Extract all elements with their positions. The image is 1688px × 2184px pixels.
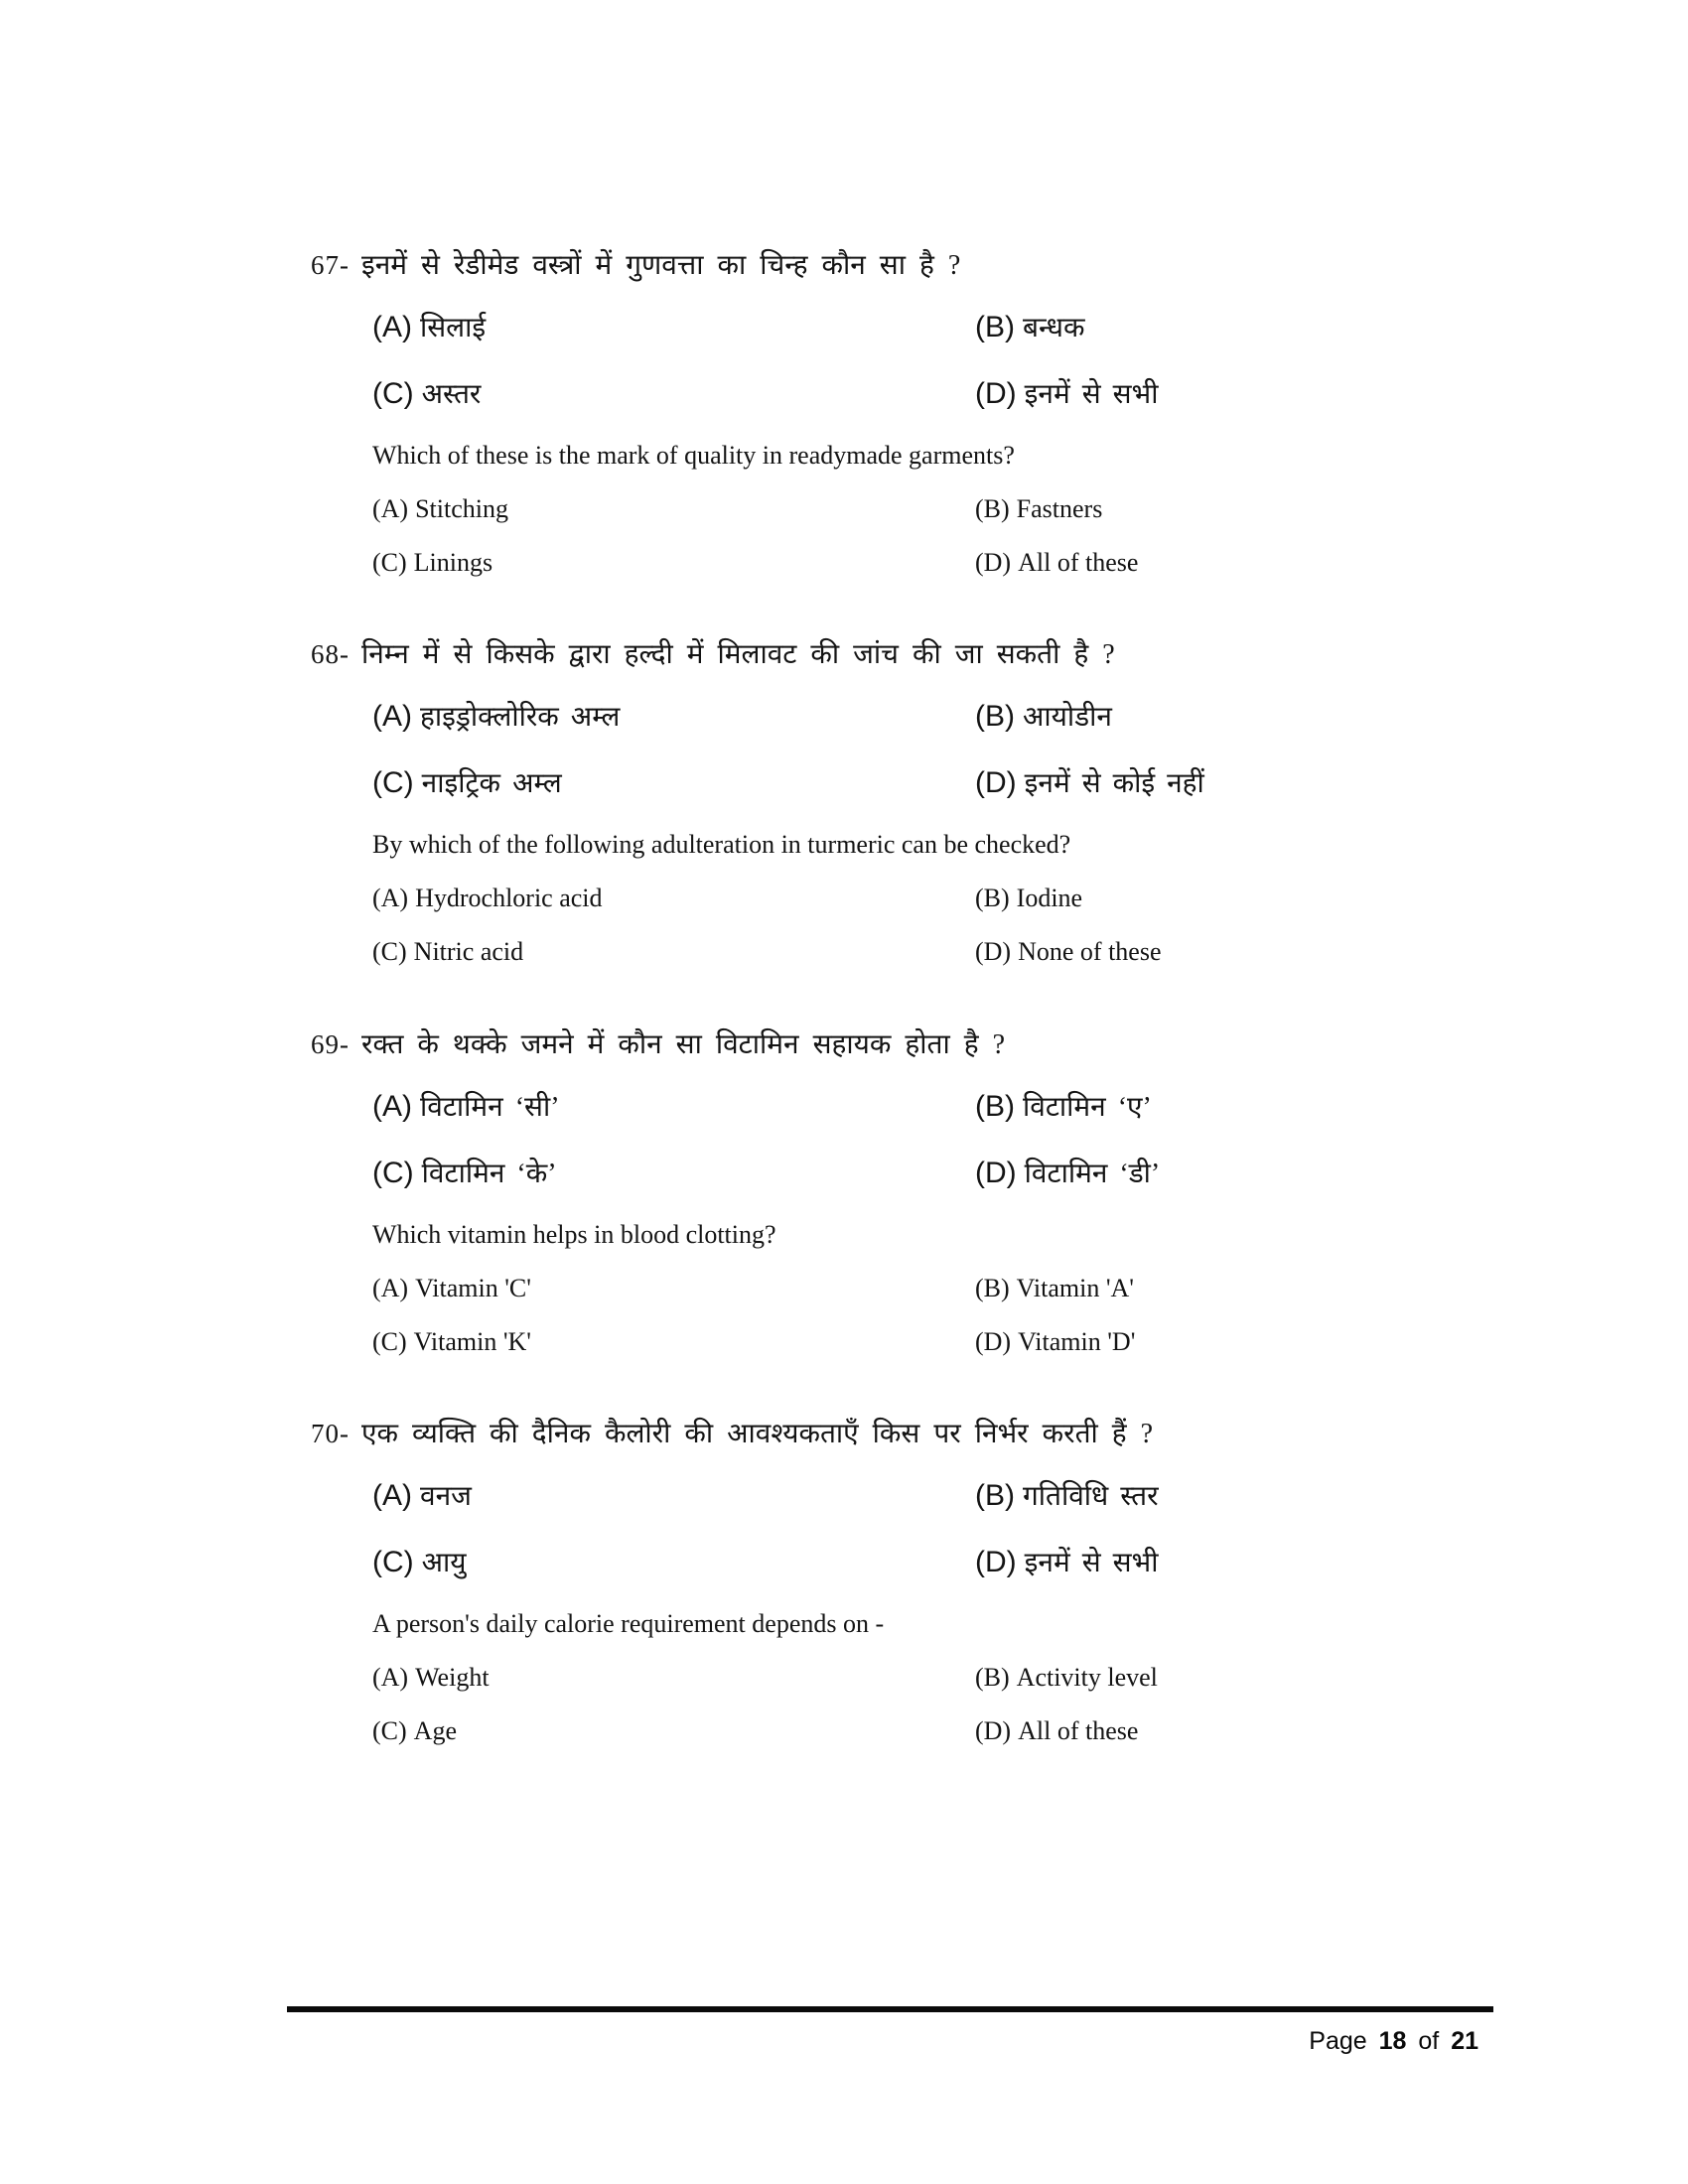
option-text: Vitamin 'C' <box>415 1274 531 1302</box>
option-text: इनमें से कोई नहीं <box>1024 768 1204 799</box>
options-english <box>372 492 1688 580</box>
option-label: (C) <box>372 1157 414 1189</box>
option-text: Hydrochloric acid <box>415 884 603 912</box>
option-text: इनमें से सभी <box>1024 379 1159 410</box>
option-a-english <box>372 1272 975 1305</box>
question-line-hindi <box>311 632 1688 677</box>
option-text: Nitric acid <box>413 937 524 966</box>
option-label: (A) <box>372 1479 412 1512</box>
question-text-hindi: एक व्यक्ति की दैनिक कैलोरी की आवश्यकताएँ किस पर निर्भर करती हैं ? <box>361 1419 1154 1449</box>
option-text: अस्तर <box>421 379 482 410</box>
option-d-english <box>975 1714 1688 1748</box>
question-text-english: By which of the following adulteration in turmeric can be checked? <box>372 830 1071 859</box>
option-a-english <box>372 1661 975 1695</box>
option-text: Age <box>413 1716 457 1745</box>
option-label: (D) <box>975 766 1017 799</box>
option-label: (D) <box>975 1546 1017 1578</box>
footer-of-label: of <box>1418 2027 1440 2055</box>
footer-page-label: Page <box>1309 2027 1367 2055</box>
option-label: (D) <box>975 377 1017 410</box>
options-hindi <box>372 1085 1688 1196</box>
option-label: (A) <box>372 1663 409 1692</box>
options-english <box>372 1272 1688 1359</box>
option-label: (C) <box>372 1546 414 1578</box>
option-b-hindi <box>975 306 1688 350</box>
option-text: Vitamin 'D' <box>1018 1327 1136 1356</box>
option-text: Iodine <box>1016 884 1083 912</box>
option-b-english <box>975 1272 1688 1305</box>
options-english <box>372 882 1688 969</box>
option-label: (D) <box>975 1157 1017 1189</box>
question-text-english: A person's daily calorie requirement depends on - <box>372 1609 885 1638</box>
option-c-hindi <box>372 1541 975 1585</box>
footer-divider <box>287 2006 1493 2012</box>
option-text: इनमें से सभी <box>1024 1548 1159 1578</box>
option-text: विटामिन ‘सी’ <box>420 1092 560 1123</box>
option-text: Linings <box>413 548 493 577</box>
option-label: (D) <box>975 548 1012 577</box>
option-text: सिलाई <box>420 313 487 343</box>
question-block-69 <box>0 1023 1688 1359</box>
option-b-hindi <box>975 1474 1688 1519</box>
option-a-english <box>372 882 975 915</box>
option-c-hindi <box>372 1152 975 1196</box>
option-c-english <box>372 1325 975 1359</box>
option-text: Vitamin 'A' <box>1016 1274 1134 1302</box>
question-number: 67- <box>311 250 350 280</box>
option-text: Fastners <box>1016 494 1103 523</box>
option-label: (A) <box>372 884 409 912</box>
option-a-hindi <box>372 1085 975 1130</box>
option-text: Weight <box>415 1663 490 1692</box>
option-text: विटामिन ‘के’ <box>421 1159 557 1189</box>
option-label: (B) <box>975 1479 1015 1512</box>
page-footer <box>287 2027 1478 2056</box>
option-text: विटामिन ‘डी’ <box>1024 1159 1161 1189</box>
option-label: (D) <box>975 1716 1012 1745</box>
option-label: (B) <box>975 311 1015 343</box>
options-english <box>372 1661 1688 1748</box>
option-label: (C) <box>372 766 414 799</box>
option-text: नाइट्रिक अम्ल <box>421 768 562 799</box>
option-label: (C) <box>372 1327 407 1356</box>
option-label: (C) <box>372 548 407 577</box>
option-d-english <box>975 546 1688 580</box>
option-label: (A) <box>372 311 412 343</box>
option-b-english <box>975 492 1688 526</box>
option-c-english <box>372 1714 975 1748</box>
option-text: Stitching <box>415 494 508 523</box>
option-d-hindi <box>975 372 1688 417</box>
option-d-english <box>975 1325 1688 1359</box>
question-block-67 <box>0 243 1688 580</box>
option-text: हाइड्रोक्लोरिक अम्ल <box>420 702 621 733</box>
option-a-english <box>372 492 975 526</box>
option-d-hindi <box>975 1541 1688 1585</box>
option-label: (B) <box>975 1663 1010 1692</box>
question-line-hindi <box>311 243 1688 288</box>
option-label: (D) <box>975 1327 1012 1356</box>
options-hindi <box>372 695 1688 806</box>
option-text: None of these <box>1018 937 1162 966</box>
question-block-70 <box>0 1412 1688 1748</box>
option-label: (B) <box>975 1090 1015 1123</box>
option-a-hindi <box>372 695 975 740</box>
option-text: विटामिन ‘ए’ <box>1023 1092 1152 1123</box>
question-number: 70- <box>311 1419 350 1448</box>
option-label: (B) <box>975 884 1010 912</box>
option-a-hindi <box>372 1474 975 1519</box>
option-label: (B) <box>975 700 1015 733</box>
option-label: (B) <box>975 1274 1010 1302</box>
option-text: Activity level <box>1016 1663 1158 1692</box>
option-b-english <box>975 1661 1688 1695</box>
option-b-hindi <box>975 695 1688 740</box>
option-label: (C) <box>372 1716 407 1745</box>
question-line-hindi <box>311 1412 1688 1456</box>
option-label: (A) <box>372 1274 409 1302</box>
option-c-english <box>372 546 975 580</box>
option-label: (A) <box>372 494 409 523</box>
question-text-hindi: निम्न में से किसके द्वारा हल्दी में मिलावट की जांच की जा सकती है ? <box>361 639 1115 670</box>
option-label: (C) <box>372 377 414 410</box>
option-text: आयोडीन <box>1023 702 1112 733</box>
option-text: वनज <box>420 1481 472 1512</box>
option-text: आयु <box>421 1548 467 1578</box>
options-hindi <box>372 306 1688 417</box>
option-a-hindi <box>372 306 975 350</box>
question-number: 68- <box>311 639 350 669</box>
option-text: बन्धक <box>1023 313 1085 343</box>
footer-total-pages: 21 <box>1451 2027 1478 2055</box>
question-line-hindi <box>311 1023 1688 1067</box>
question-number: 69- <box>311 1029 350 1059</box>
option-text: Vitamin 'K' <box>413 1327 531 1356</box>
footer-page-number: 18 <box>1378 2027 1407 2055</box>
options-hindi <box>372 1474 1688 1585</box>
question-text-hindi: इनमें से रेडीमेड वस्त्रों में गुणवत्ता का चिन्ह कौन सा है ? <box>361 250 961 281</box>
option-d-hindi <box>975 1152 1688 1196</box>
question-text-hindi: रक्त के थक्के जमने में कौन सा विटामिन सहायक होता है ? <box>361 1029 1006 1060</box>
option-c-english <box>372 935 975 969</box>
question-block-68 <box>0 632 1688 969</box>
option-label: (D) <box>975 937 1012 966</box>
option-d-english <box>975 935 1688 969</box>
question-text-english: Which vitamin helps in blood clotting? <box>372 1220 776 1249</box>
question-text-english: Which of these is the mark of quality in readymade garments? <box>372 441 1015 470</box>
option-label: (C) <box>372 937 407 966</box>
option-text: All of these <box>1018 548 1139 577</box>
option-label: (B) <box>975 494 1010 523</box>
option-c-hindi <box>372 372 975 417</box>
option-label: (A) <box>372 700 412 733</box>
option-d-hindi <box>975 761 1688 806</box>
option-b-english <box>975 882 1688 915</box>
option-b-hindi <box>975 1085 1688 1130</box>
option-text: गतिविधि स्तर <box>1023 1481 1159 1512</box>
option-c-hindi <box>372 761 975 806</box>
option-text: All of these <box>1018 1716 1139 1745</box>
option-label: (A) <box>372 1090 412 1123</box>
